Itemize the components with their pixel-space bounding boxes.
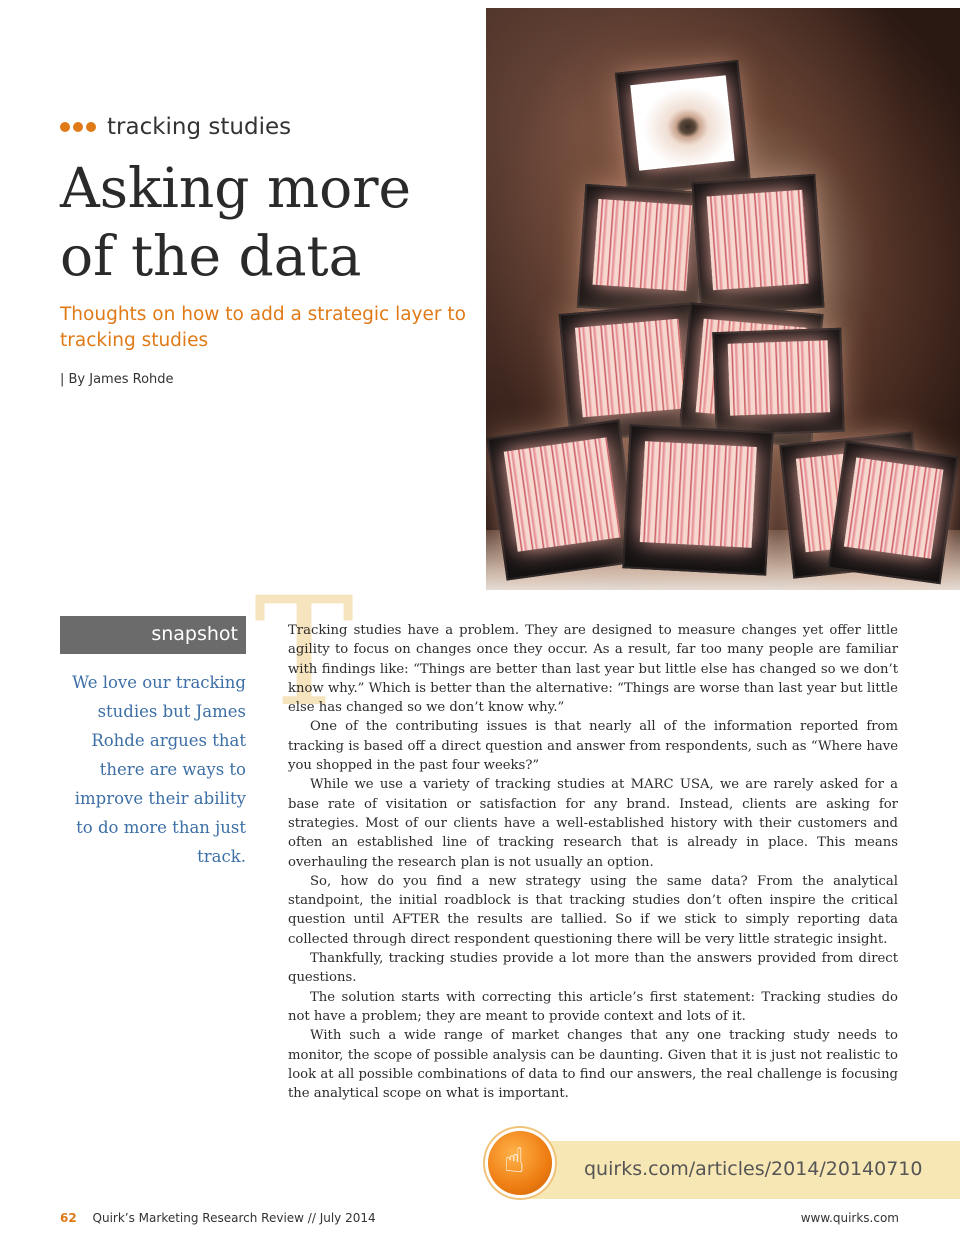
paragraph: Tracking studies have a problem. They are designed to measure changes yet offer little agility to focus on changes once they occur. As a result, far too many people are familiar with findings like: “Things are better than last year but little else has changed so we don’t know why.” Which is better than the alternative: “Things are worse than last year but little else has changed so we don’t know why.” [288,623,898,716]
tv-monitor [828,441,959,585]
paragraph: While we use a variety of tracking studies at MARC USA, we are rarely asked for a base rate of visitation or satisfaction for any brand. Instead, clients are asking for strategies. Most of our clients have a well-established history with their customers and often an established line of tracking research that is already in place. This means overhauling the research plan is not usually an option. [288,777,898,870]
paragraph: The solution starts with correcting this article’s first statement: Tracking studies do not have a problem; they are meant to provide context and lots of it. [288,989,898,1024]
article-link[interactable]: quirks.com/articles/2014/20140710 [584,1158,923,1180]
article-body [288,621,898,1103]
pointing-hand-icon[interactable] [488,1131,552,1195]
tv-monitor [622,424,773,575]
snapshot-header: snapshot [60,616,246,654]
eye-screen [630,75,735,171]
tv-monitor [577,184,707,316]
tv-monitor [487,419,640,580]
hero-image [486,8,960,590]
snapshot-summary: We love our tracking studies but James Rohde argues that there are ways to improve their ability to do more than just track. [72,673,246,866]
hand-glyph: ☝ [504,1141,525,1181]
drop-cap: T [254,566,355,740]
bullet-dot-icon [86,122,96,132]
paragraph: Thankfully, tracking studies provide a lot more than the answers provided from direct questions. [288,951,898,986]
section-kicker [60,110,291,144]
tv-monitor [691,174,824,316]
article-headline: Asking more of the data [60,156,412,288]
kicker-label: tracking studies [107,114,292,140]
page-footer [60,1211,376,1225]
page-number: 62 [60,1211,77,1225]
footer-website[interactable]: www.quirks.com [800,1211,899,1225]
tv-monitor [712,328,845,436]
author-byline: | By James Rohde [60,372,174,387]
article-subhead: Thoughts on how to add a strategic layer to tracking studies [60,304,466,351]
publication-name: Quirk’s Marketing Research Review // July 2014 [92,1211,376,1225]
paragraph: So, how do you find a new strategy using the same data? From the analytical standpoint, the initial roadblock is that tracking studies don’t often inspire the critical question until AFTER the results are tallied. So if we stick to simply reporting data collected through direct respondent questioning there will be very little strategic insight. [288,873,898,947]
bullet-dot-icon [60,122,70,132]
bullet-dot-icon [73,122,83,132]
paragraph: With such a wide range of market changes that any one tracking study needs to monitor, the scope of possible analysis can be daunting. Given that it is just not realistic to look at all possible combinations of data to find our answers, the real challenge is focusing the analytical scope on what is important. [288,1028,898,1102]
tv-monitor-top [615,60,751,196]
paragraph: One of the contributing issues is that nearly all of the information reported from tracking is based off a direct question and answer from respondents, such as “Where have you shopped in the past four weeks?” [288,719,898,774]
